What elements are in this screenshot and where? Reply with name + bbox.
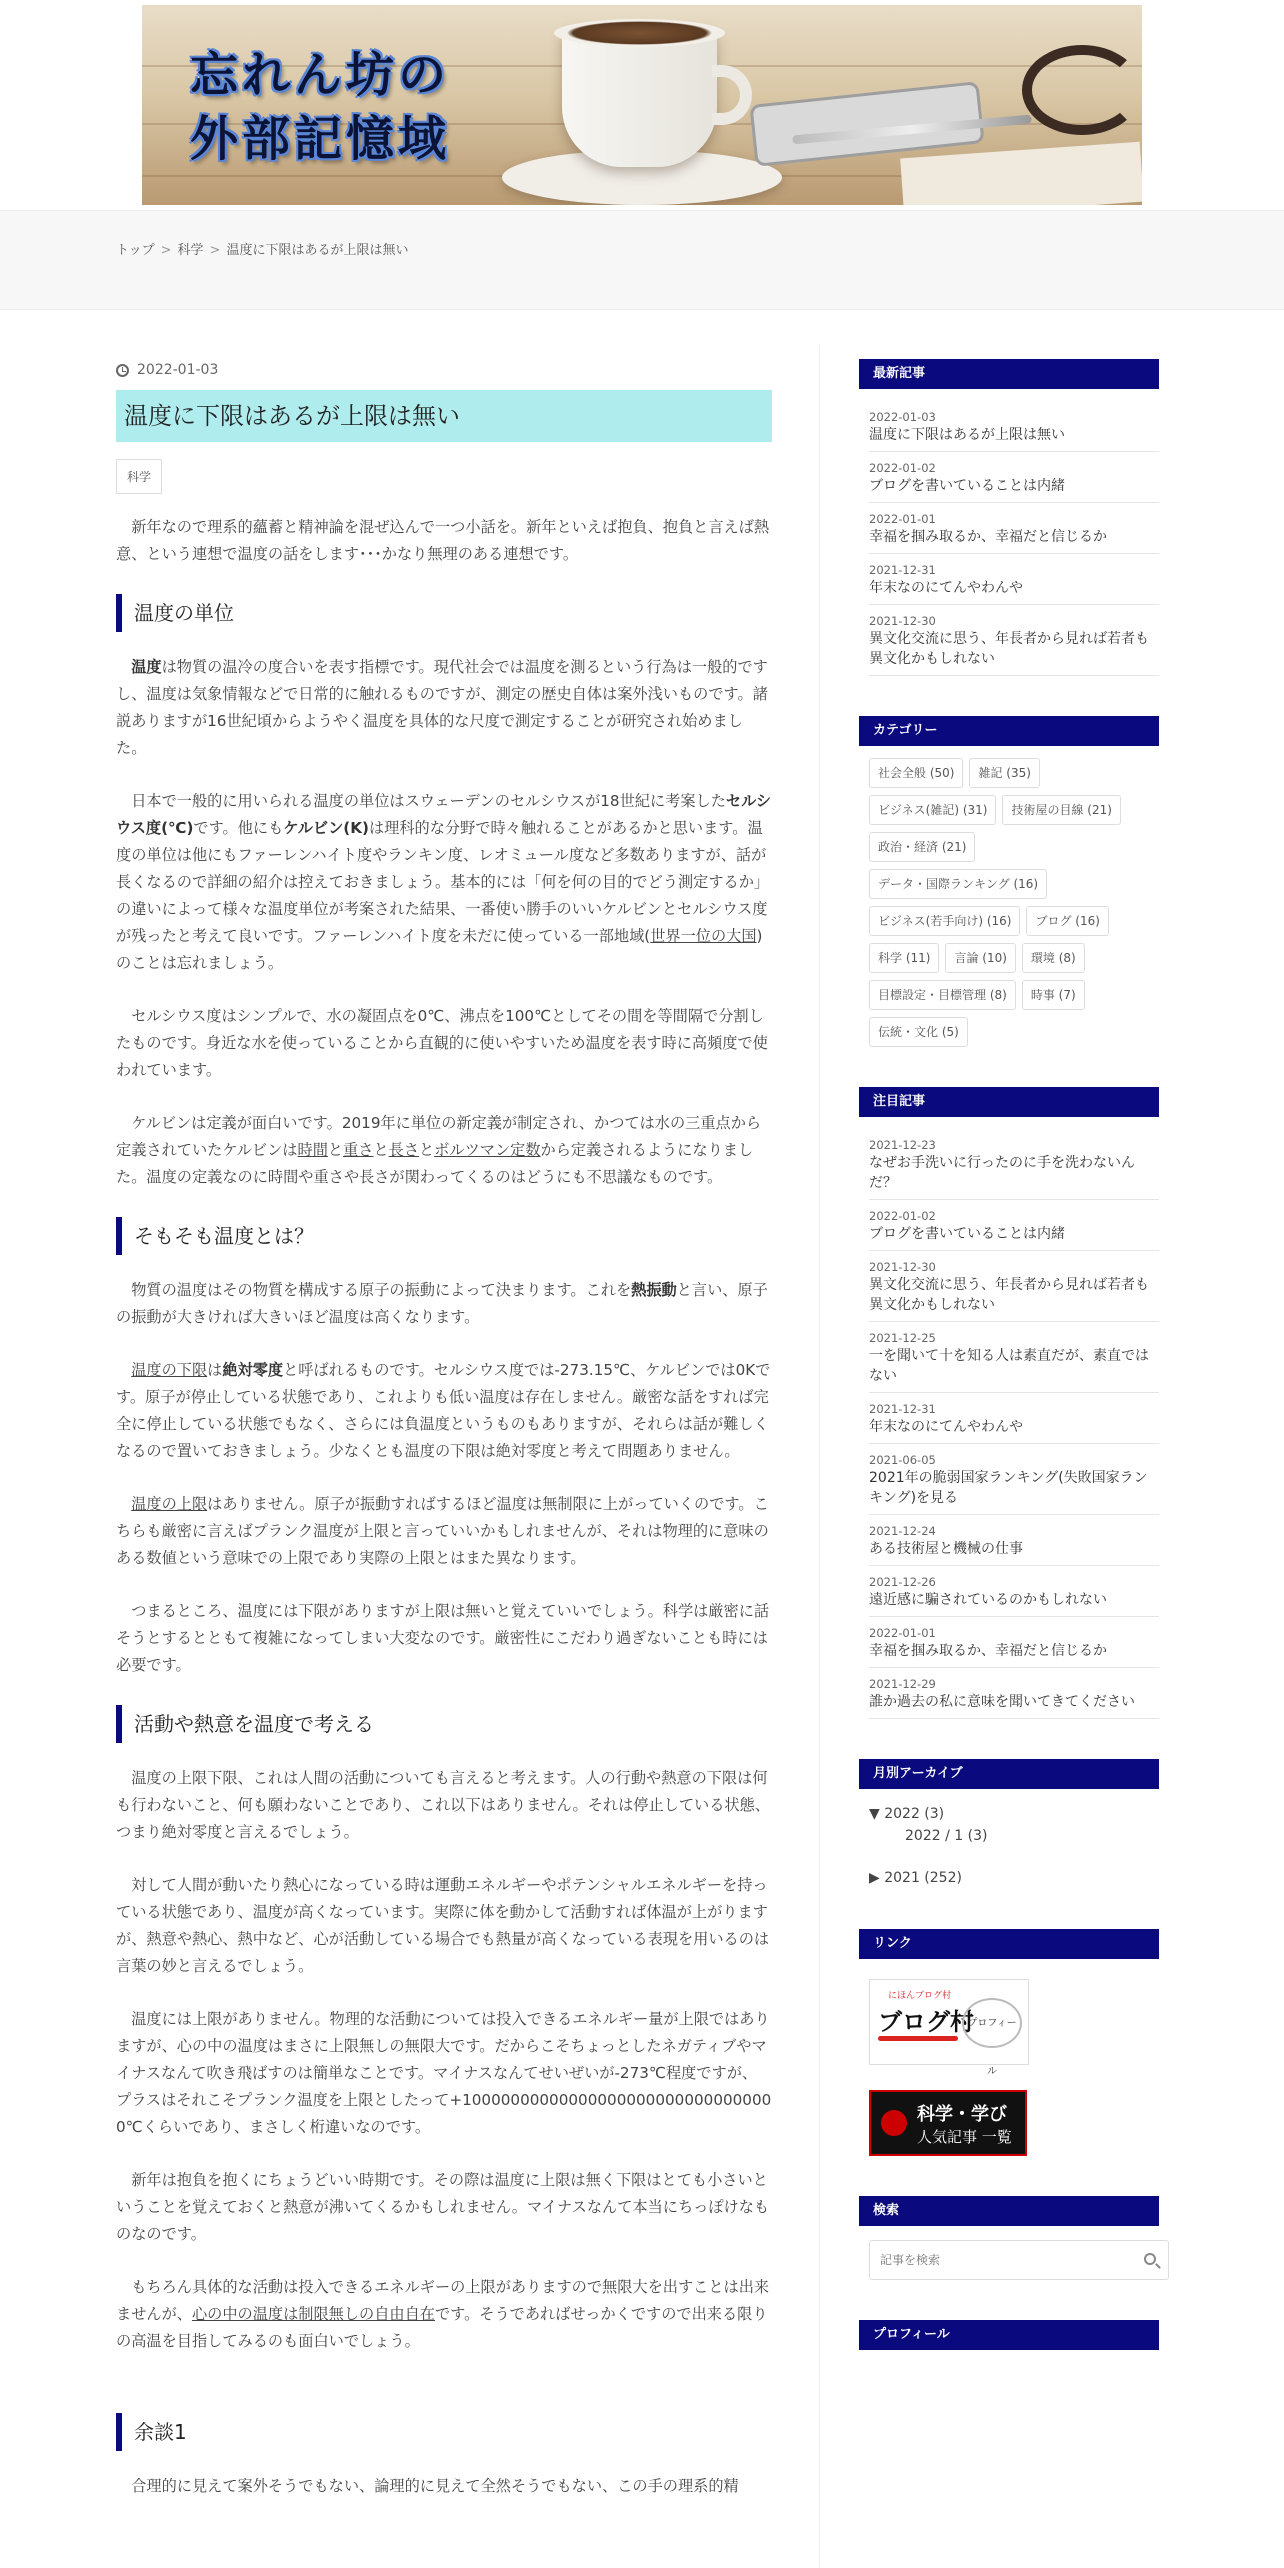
banner-profile-text: プロフィール (962, 1998, 1022, 2048)
featured-post-item[interactable] (869, 1322, 1159, 1393)
category-tag[interactable]: 伝統・文化 (5) (869, 1017, 968, 1047)
post-date: 2021-12-26 (869, 1575, 936, 1589)
post-category-tag[interactable]: 科学 (116, 459, 162, 494)
text: もちろん具体的な活動は投入できるエネルギーの上限がありますので無限大を出すことは出来ませんが、 (116, 2278, 770, 2323)
post-link[interactable]: 幸福を掴み取るか、幸福だと信じるか (869, 529, 1107, 545)
article (116, 360, 772, 2526)
post-date: 2022-01-02 (869, 461, 936, 475)
post-date (116, 360, 772, 380)
breadcrumb-category[interactable]: 科学 (177, 243, 204, 258)
banner-line1: 科学・学び (917, 2104, 1007, 2125)
recent-posts-widget (859, 359, 1169, 676)
widget-title: リンク (859, 1929, 1159, 1959)
text: です。そうであればせっかくですので出来る限りの高温を目指してみるのも面白いでしょう。 (116, 2305, 768, 2350)
underlined-text: 時間 (297, 1141, 328, 1159)
category-tag[interactable]: 目標設定・目標管理 (8) (869, 980, 1016, 1010)
category-tag[interactable]: ビジネス(若手向け) (16) (869, 906, 1020, 936)
post-link[interactable]: 一を聞いて十を知る人は素直だが、素直ではない (869, 1348, 1149, 1384)
featured-post-item[interactable] (869, 1251, 1159, 1322)
text: から定義されるようになりました。温度の定義なのに時間や重さや長さが関わってくるのはどうにも不思議なものです。 (116, 1141, 754, 1186)
search-input[interactable] (870, 2241, 1110, 2279)
text: は理科的な分野で時々触れることがあるかと思います。温度の単位は他にもファーレンハイト度やランキン度、レオミュール度など多数ありますが、話が長くなるので詳細の紹介は控えておきましょう。基本的には「何を何の目的でどう測定するか」の違いによって様々な温度単位が考案された結果、一番使い勝手のいいケルビンとセルシウス度が残ったと考えて良いです。ファーレンハイト度を未だに使っている一部地域( (116, 819, 770, 945)
banner-underline (878, 2036, 958, 2041)
post-date: 2022-01-03 (869, 410, 936, 424)
featured-post-item[interactable] (869, 1566, 1159, 1617)
text: と呼ばれるものです。セルシウス度では-273.15℃、ケルビンでは0Kです。原子が停止している状態であり、これよりも低い温度は存在しません。厳密な話をすれば完全に停止している状態でもなく、さらには負温度というものもありますが、それらは話が難しくなるので置いておきましょう。少なくとも温度の下限は絶対零度と考えて問題ありません。 (116, 1361, 771, 1460)
featured-post-item[interactable] (869, 1515, 1159, 1566)
category-tag[interactable]: 言論 (10) (945, 943, 1015, 973)
widget-title: プロフィール (859, 2320, 1159, 2350)
section-heading: 温度の単位 (116, 594, 772, 632)
widget-title: カテゴリー (859, 716, 1159, 746)
paragraph (116, 1277, 772, 1331)
featured-post-item[interactable] (869, 1393, 1159, 1444)
recent-post-item[interactable] (869, 401, 1159, 452)
featured-post-item[interactable] (869, 1617, 1159, 1668)
breadcrumb-separator: > (209, 243, 221, 258)
post-date: 2022-01-01 (869, 512, 936, 526)
archive-list (859, 1803, 1169, 1889)
post-link[interactable]: ブログを書いていることは内緒 (869, 478, 1065, 494)
category-tag[interactable]: 時事 (7) (1022, 980, 1085, 1010)
post-date: 2022-01-01 (869, 1626, 936, 1640)
banner-main-text: ブログ村 (878, 2008, 974, 2036)
text: です。他にも (193, 819, 284, 837)
widget-title: 月別アーカイブ (859, 1759, 1159, 1789)
post-date: 2022-01-02 (869, 1209, 936, 1223)
category-tag[interactable]: ブログ (16) (1026, 906, 1108, 936)
post-link[interactable]: 2021年の脆弱国家ランキング(失敗国家ランキング)を見る (869, 1470, 1148, 1506)
recent-post-item[interactable] (869, 554, 1159, 605)
post-body (116, 514, 772, 2500)
text: は物質の温冷の度合いを表す指標です。現代社会では温度を測るという行為は一般的ですし、温度は気象情報などで日常的に触れるものですが、測定の歴史自体は案外浅いものです。諸説ありますが16世紀頃からようやく温度を具体的な尺度で測定することが研究され始めました。 (116, 658, 768, 757)
archive-year-2021[interactable]: ▶ 2021 (252) (869, 1870, 962, 1886)
text: )のことは忘れましょう。 (116, 927, 763, 972)
post-link[interactable]: 誰か過去の私に意味を聞いてきてください (869, 1694, 1135, 1710)
text: と (373, 1141, 389, 1159)
recent-post-item[interactable] (869, 503, 1159, 554)
cup-handle-shape (712, 65, 752, 125)
text: 物質の温度はその物質を構成する原子の振動によって決まります。これを (131, 1281, 632, 1299)
post-link[interactable]: 異文化交流に思う、年長者から見れば若者も異文化かもしれない (869, 631, 1149, 667)
clock-icon (116, 364, 129, 377)
post-link[interactable]: 温度に下限はあるが上限は無い (869, 427, 1065, 443)
bold-text: ケルビン(K) (283, 819, 369, 837)
profile-widget (859, 2320, 1169, 2350)
banner-small-text: にほんブログ村 (888, 1991, 952, 2001)
text: ケルビンは定義が面白いです。2019年に単位の新定義が制定され、かつては水の三重点から定義されていたケルビンは (116, 1114, 762, 1159)
paragraph: 温度の上限下限、これは人間の活動についても言えると考えます。人の行動や熱意の下限は何も行わないこと、何も願わないことであり、これ以下はありません。それは停止している状態、つまり絶対零度と言えるでしょう。 (116, 1769, 770, 1841)
post-link[interactable]: 遠近感に騙されているのかもしれない (869, 1592, 1107, 1608)
bold-text: セルシウス度(℃) (116, 792, 772, 837)
paragraph: 新年なので理系的蘊蓄と精神論を混ぜ込んで一つ小話を。新年といえば抱負、抱負と言えば熱意、という連想で温度の話をします･･･かなり無理のある連想です。 (116, 518, 770, 563)
bold-text: 絶対零度 (222, 1361, 284, 1379)
section-heading: 活動や熱意を温度で考える (116, 1705, 772, 1743)
category-tag[interactable]: 技術屋の目線 (21) (1002, 795, 1120, 825)
category-tag[interactable]: 科学 (11) (869, 943, 939, 973)
banner-line2: 人気記事 一覧 (917, 2128, 1012, 2146)
post-date: 2021-12-29 (869, 1677, 936, 1691)
section-heading: そもそも温度とは？ (116, 1217, 772, 1255)
paragraph: 対して人間が動いたり熱心になっている時は運動エネルギーやポテンシャルエネルギーを持っている状態であり、温度が高くなっています。実際に体を動かして活動すれば体温が上がりますが、熱意や熱心、熱中など、心が活動している場合でも熱量が高くなっている表現を用いるのは言葉の妙と言えるでしょう。 (116, 1876, 770, 1975)
archive-month-2022-01[interactable]: 2022 / 1 (3) (905, 1828, 988, 1844)
text: と言い、原子の振動が大きければ大きいほど温度は高くなります。 (116, 1281, 768, 1326)
post-date: 2021-12-25 (869, 1331, 936, 1345)
paragraph: 合理的に見えて案外そうでもない、論理的に見えて全然そうでもない、この手の理系的精 (131, 2477, 739, 2495)
breadcrumb (116, 239, 414, 258)
featured-post-item[interactable] (869, 1200, 1159, 1251)
underlined-text: 世界一位の大国 (650, 927, 757, 945)
text: はありません。原子が振動すればするほど温度は無制限に上がっていくのです。こちらも厳密に言えばプランク温度が上限と言っていいかもしれませんが、それは物理的に意味のある数値という意味での上限であり実際の上限とはまた異なります。 (116, 1495, 769, 1567)
newspaper-shape (900, 142, 1142, 205)
underlined-text: 心の中の温度は制限無しの自由自在 (191, 2305, 435, 2323)
post-date: 2021-12-31 (869, 1402, 936, 1416)
text: 日本で一般的に用いられる温度の単位はスウェーデンのセルシウスが18世紀に考案した (131, 792, 726, 810)
section-heading: 余談1 (116, 2413, 772, 2451)
category-tag[interactable]: 政治・経済 (21) (869, 832, 975, 862)
text: は (207, 1361, 223, 1379)
post-date: 2021-12-30 (869, 614, 936, 628)
archive-year-2022[interactable]: ▼ 2022 (3) (869, 1806, 945, 1822)
recent-posts-list (859, 401, 1169, 676)
recent-post-item[interactable] (869, 452, 1159, 503)
widget-title: 検索 (859, 2196, 1159, 2226)
category-tag[interactable]: データ・国際ランキング (16) (869, 869, 1047, 899)
archive-widget (859, 1759, 1169, 1889)
paragraph (116, 1110, 772, 1191)
paragraph: 温度には上限がありません。物理的な活動については投入できるエネルギー量が上限ではありますが、心の中の温度はまさに上限無しの無限大です。だからこそちょっとしたネガティブやマイナスなんて吹き飛ばすのは簡単なことです。マイナスなんてせいぜいが-273℃程度ですが、プラスはそれこそプランク温度を上限としたって+100000000000000000000000000000000℃くらいであり、まさしく桁違いなのです。 (116, 2010, 772, 2136)
recent-post-item[interactable] (869, 605, 1159, 676)
science-ranking-banner[interactable] (869, 2090, 1027, 2156)
paragraph (116, 1491, 772, 1572)
post-title: 温度に下限はあるが上限は無い (116, 390, 772, 442)
underlined-text: 重さ (343, 1141, 374, 1159)
search-icon[interactable] (1144, 2253, 1156, 2265)
paragraph (116, 2274, 772, 2355)
bold-text: 温度 (131, 658, 162, 676)
header-banner-image[interactable] (142, 5, 1142, 205)
coffee-surface-shape (554, 19, 725, 47)
category-tag[interactable]: 環境 (8) (1022, 943, 1085, 973)
links-widget (859, 1929, 1169, 2156)
paragraph: セルシウス度はシンプルで、水の凝固点を0℃、沸点を100℃としてその間を等間隔で分割したものです。身近な水を使っていることから直観的に使いやすいため温度を表す時に高頻度で使われています。 (116, 1007, 768, 1079)
paragraph (116, 654, 772, 762)
post-date: 2021-06-05 (869, 1453, 936, 1467)
post-link[interactable]: ある技術屋と機械の仕事 (869, 1541, 1023, 1557)
paragraph: つまるところ、温度には下限がありますが上限は無いと覚えていいでしょう。科学は厳密に話そうとするとともて複雑になってしまい大変なのです。厳密性にこだわり過ぎないことも時には必要です。 (116, 1602, 770, 1674)
featured-post-item[interactable] (869, 1444, 1159, 1515)
paragraph (116, 1357, 772, 1465)
glasses-shape (1022, 45, 1142, 135)
post-date: 2021-12-31 (869, 563, 936, 577)
site-title-line1: 忘れん坊の (190, 47, 451, 103)
underlined-text: 温度の下限 (131, 1361, 208, 1379)
underlined-text: 長さ (388, 1141, 419, 1159)
post-link[interactable]: 年末なのにてんやわんや (869, 1419, 1023, 1435)
widget-title: 最新記事 (859, 359, 1159, 389)
category-tags (859, 758, 1169, 1047)
widget-title: 注目記事 (859, 1087, 1159, 1117)
featured-posts-list (859, 1129, 1169, 1719)
bold-text: 熱振動 (631, 1281, 677, 1299)
underlined-text: 温度の上限 (131, 1495, 208, 1513)
featured-posts-widget (859, 1087, 1169, 1719)
breadcrumb-bar (0, 210, 1284, 310)
post-date-text: 2022-01-03 (137, 362, 219, 378)
post-link[interactable]: なぜお手洗いに行ったのに手を洗わないんだ？ (869, 1155, 1135, 1191)
blogmura-banner[interactable] (869, 1979, 1029, 2077)
search-widget (859, 2196, 1169, 2280)
breadcrumb-separator: > (160, 243, 172, 258)
search-box (869, 2240, 1169, 2280)
text: と (419, 1141, 435, 1159)
paragraph: 新年は抱負を抱くにちょうどいい時期です。その際は温度に上限は無く下限はとても小さいということを覚えておくと熱意が沸いてくるかもしれません。マイナスなんて本当にちっぽけなものなのです。 (116, 2171, 770, 2243)
breadcrumb-current: 温度に下限はあるが上限は無い (226, 243, 409, 258)
site-title-line2: 外部記憶域 (190, 111, 451, 167)
underlined-text: ボルツマン定数 (434, 1141, 541, 1159)
featured-post-item[interactable] (869, 1668, 1159, 1719)
post-link[interactable]: 幸福を掴み取るか、幸福だと信じるか (869, 1643, 1107, 1659)
breadcrumb-top[interactable]: トップ (116, 243, 155, 258)
site-header (0, 0, 1284, 210)
category-tag[interactable]: 雑記 (35) (969, 758, 1039, 788)
sidebar (859, 359, 1169, 2390)
site-title[interactable] (190, 43, 510, 171)
category-tag[interactable]: 社会全般 (50) (869, 758, 963, 788)
post-date: 2021-12-30 (869, 1260, 936, 1274)
column-divider (819, 345, 820, 2568)
post-date: 2021-12-23 (869, 1138, 936, 1152)
categories-widget (859, 716, 1169, 1047)
coffee-cup-shape (562, 27, 717, 167)
post-link[interactable]: ブログを書いていることは内緒 (869, 1226, 1065, 1242)
paragraph (116, 788, 772, 977)
category-tag[interactable]: ビジネス(雑記) (31) (869, 795, 996, 825)
text: と (327, 1141, 344, 1159)
post-link[interactable]: 異文化交流に思う、年長者から見れば若者も異文化かもしれない (869, 1277, 1149, 1313)
ranking-logo-icon (881, 2110, 907, 2136)
featured-post-item[interactable] (869, 1129, 1159, 1200)
post-date: 2021-12-24 (869, 1524, 936, 1538)
post-link[interactable]: 年末なのにてんやわんや (869, 580, 1023, 596)
